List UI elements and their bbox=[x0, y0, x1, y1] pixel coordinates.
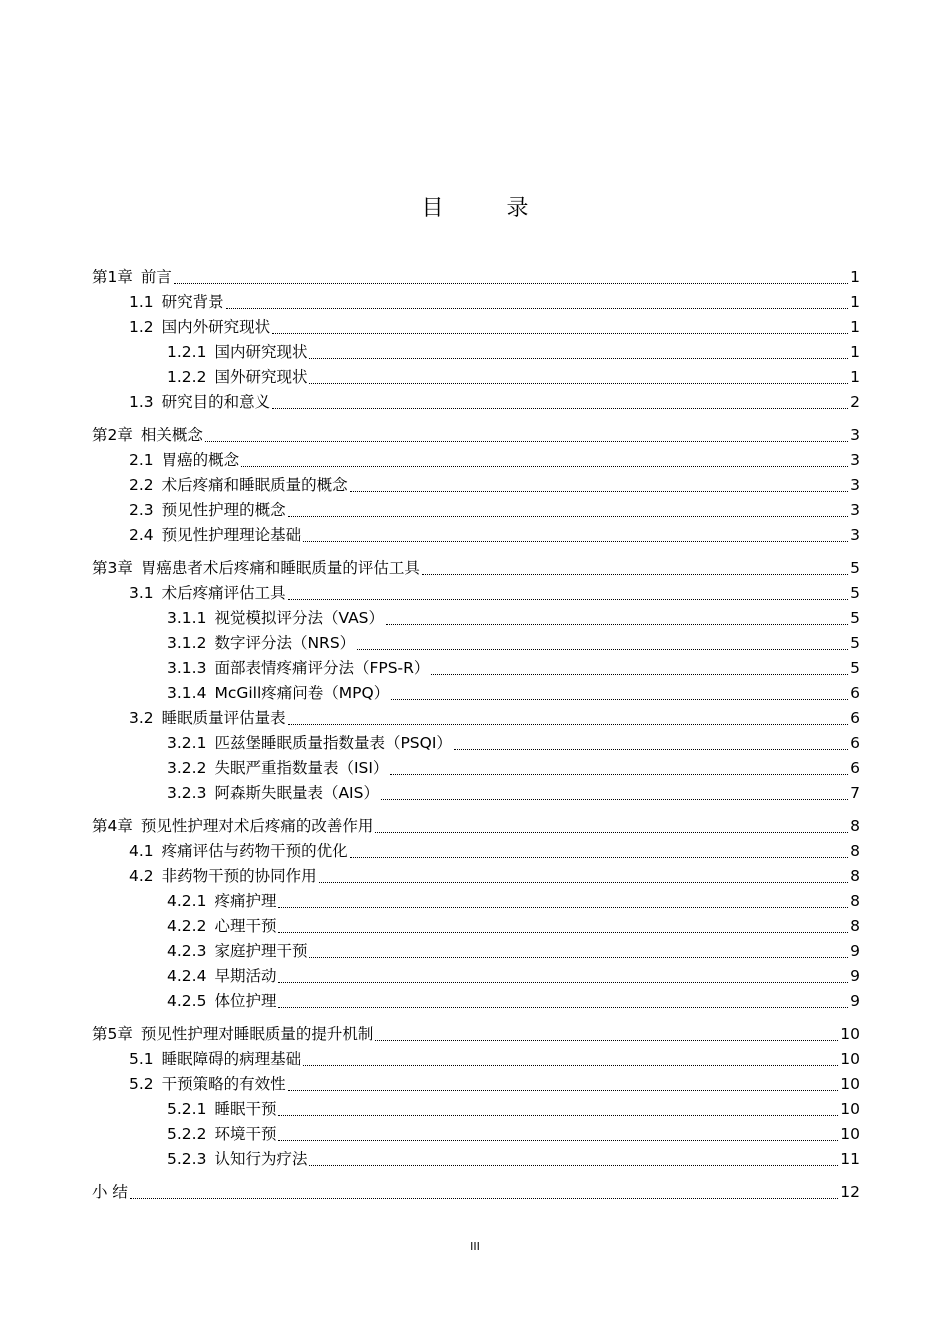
dot-leader bbox=[390, 774, 848, 775]
toc-entry-page: 5 bbox=[850, 584, 860, 602]
dot-leader bbox=[174, 283, 848, 284]
toc-entry-page: 3 bbox=[850, 526, 860, 544]
dot-leader bbox=[422, 574, 848, 575]
toc-entry-title: 阿森斯失眠量表（AIS） bbox=[214, 784, 379, 802]
toc-entry-number: 5.1 bbox=[129, 1050, 154, 1068]
toc-entry-title: 睡眠质量评估量表 bbox=[161, 709, 286, 727]
toc-entry-title: 非药物干预的协同作用 bbox=[161, 867, 317, 885]
toc-section-entry[interactable] bbox=[92, 839, 860, 864]
dot-leader bbox=[288, 724, 848, 725]
toc-section-entry[interactable] bbox=[92, 315, 860, 340]
toc-entry-page: 7 bbox=[850, 784, 860, 802]
toc-entry-number: 3.2.1 bbox=[167, 734, 207, 752]
toc-entry-number: 第2章 bbox=[92, 426, 133, 444]
toc-entry-number: 3.1.2 bbox=[167, 634, 207, 652]
toc-entry-page: 3 bbox=[850, 501, 860, 519]
toc-section-entry[interactable] bbox=[92, 864, 860, 889]
dot-leader bbox=[278, 982, 848, 983]
toc-entry-title: 相关概念 bbox=[140, 426, 203, 444]
toc-entry-title: 胃癌患者术后疼痛和睡眠质量的评估工具 bbox=[140, 559, 420, 577]
toc-entry-page: 10 bbox=[840, 1075, 860, 1093]
toc-entry-title: 认知行为疗法 bbox=[214, 1150, 308, 1168]
toc-entry-page: 9 bbox=[850, 967, 860, 985]
toc-entry-page: 1 bbox=[850, 368, 860, 386]
toc-entry-title: 面部表情疼痛评分法（FPS-R） bbox=[214, 659, 430, 677]
dot-leader bbox=[205, 441, 848, 442]
toc-entry-title: McGill疼痛问卷（MPQ） bbox=[214, 684, 390, 702]
dot-leader bbox=[375, 1040, 838, 1041]
toc-entry-number: 4.2.5 bbox=[167, 992, 207, 1010]
dot-leader bbox=[381, 799, 848, 800]
toc-entry-title: 疼痛护理 bbox=[214, 892, 277, 910]
toc-chapter-entry[interactable] bbox=[92, 265, 860, 290]
toc-section-entry[interactable] bbox=[92, 731, 860, 756]
toc-entry-page: 9 bbox=[850, 942, 860, 960]
dot-leader bbox=[309, 1165, 838, 1166]
toc-entry-title: 预见性护理理论基础 bbox=[161, 526, 302, 544]
dot-leader bbox=[278, 932, 848, 933]
toc-chapter-entry[interactable] bbox=[92, 423, 860, 448]
toc-entry-page: 8 bbox=[850, 892, 860, 910]
toc-section-entry[interactable] bbox=[92, 1097, 860, 1122]
dot-leader bbox=[309, 383, 848, 384]
toc-entry-number: 3.1.1 bbox=[167, 609, 207, 627]
toc-entry-page: 10 bbox=[840, 1050, 860, 1068]
toc-entry-page: 1 bbox=[850, 268, 860, 286]
toc-section-entry[interactable] bbox=[92, 656, 860, 681]
toc-entry-page: 1 bbox=[850, 293, 860, 311]
toc-entry-number: 第5章 bbox=[92, 1025, 133, 1043]
toc-entry-page: 2 bbox=[850, 393, 860, 411]
toc-section-entry[interactable] bbox=[92, 706, 860, 731]
toc-entry-number: 5.2.1 bbox=[167, 1100, 207, 1118]
dot-leader bbox=[386, 624, 848, 625]
dot-leader bbox=[278, 907, 848, 908]
toc-entry-number: 1.2 bbox=[129, 318, 154, 336]
toc-entry-page: 5 bbox=[850, 659, 860, 677]
toc-entry-page: 8 bbox=[850, 867, 860, 885]
toc-entry-number: 3.1 bbox=[129, 584, 154, 602]
dot-leader bbox=[272, 333, 848, 334]
toc-entry-page: 6 bbox=[850, 759, 860, 777]
toc-entry-title: 预见性护理对术后疼痛的改善作用 bbox=[140, 817, 374, 835]
toc-entry-number: 4.1 bbox=[129, 842, 154, 860]
toc-entry-title: 胃癌的概念 bbox=[161, 451, 240, 469]
toc-entry-number: 5.2.3 bbox=[167, 1150, 207, 1168]
toc-entry-number: 2.3 bbox=[129, 501, 154, 519]
dot-leader bbox=[303, 541, 848, 542]
dot-leader bbox=[278, 1115, 838, 1116]
toc-entry-page: 1 bbox=[850, 343, 860, 361]
toc-entry-page: 10 bbox=[840, 1125, 860, 1143]
dot-leader bbox=[288, 599, 848, 600]
toc-chapter-entry[interactable] bbox=[92, 1022, 860, 1047]
toc-entry-number: 4.2.4 bbox=[167, 967, 207, 985]
toc-entry-title: 环境干预 bbox=[214, 1125, 277, 1143]
toc-entry-page: 3 bbox=[850, 451, 860, 469]
toc-entry-title: 前言 bbox=[140, 268, 172, 286]
dot-leader bbox=[391, 699, 848, 700]
toc-entry-title: 失眠严重指数量表（ISI） bbox=[214, 759, 389, 777]
dot-leader bbox=[309, 957, 848, 958]
toc-section-entry[interactable] bbox=[92, 473, 860, 498]
toc-entry-page: 12 bbox=[840, 1183, 860, 1201]
toc-entry-number: 3.2.3 bbox=[167, 784, 207, 802]
toc-section-entry[interactable] bbox=[92, 989, 860, 1014]
toc-entry-page: 5 bbox=[850, 609, 860, 627]
dot-leader bbox=[241, 466, 848, 467]
toc-entry-page: 6 bbox=[850, 684, 860, 702]
toc-entry-title: 国内外研究现状 bbox=[161, 318, 271, 336]
toc-section-entry[interactable] bbox=[92, 756, 860, 781]
toc-entry-title: 心理干预 bbox=[214, 917, 277, 935]
toc-entry-page: 11 bbox=[840, 1150, 860, 1168]
toc-entry-page: 6 bbox=[850, 734, 860, 752]
toc-entry-page: 5 bbox=[850, 634, 860, 652]
toc-entry-number: 2.2 bbox=[129, 476, 154, 494]
toc-entry-page: 5 bbox=[850, 559, 860, 577]
toc-entry-title: 术后疼痛和睡眠质量的概念 bbox=[161, 476, 348, 494]
toc-entry-number: 5.2.2 bbox=[167, 1125, 207, 1143]
dot-leader bbox=[454, 749, 848, 750]
toc-entry-number: 4.2.2 bbox=[167, 917, 207, 935]
dot-leader bbox=[288, 1090, 839, 1091]
toc-entry-title: 睡眠障碍的病理基础 bbox=[161, 1050, 302, 1068]
toc-entry-number: 2.4 bbox=[129, 526, 154, 544]
dot-leader bbox=[303, 1065, 838, 1066]
toc-entry-title: 视觉模拟评分法（VAS） bbox=[214, 609, 385, 627]
toc-entry-number: 3.1.3 bbox=[167, 659, 207, 677]
toc-entry-title: 研究目的和意义 bbox=[161, 393, 271, 411]
toc-entry-title: 体位护理 bbox=[214, 992, 277, 1010]
toc-section-entry[interactable] bbox=[92, 1147, 860, 1172]
toc-entry-number: 1.3 bbox=[129, 393, 154, 411]
toc-entry-title: 小 结 bbox=[92, 1183, 128, 1201]
toc-section-entry[interactable] bbox=[92, 340, 860, 365]
toc-entry-title: 家庭护理干预 bbox=[214, 942, 308, 960]
dot-leader bbox=[431, 674, 848, 675]
toc-entry-page: 8 bbox=[850, 817, 860, 835]
toc-entry-page: 8 bbox=[850, 842, 860, 860]
toc-entry-title: 疼痛评估与药物干预的优化 bbox=[161, 842, 348, 860]
toc-section-entry[interactable] bbox=[92, 448, 860, 473]
page-number: III bbox=[470, 1240, 480, 1253]
toc-entry-number: 3.2 bbox=[129, 709, 154, 727]
toc-entry-title: 匹兹堡睡眠质量指数量表（PSQI） bbox=[214, 734, 452, 752]
toc-entry-number: 3.2.2 bbox=[167, 759, 207, 777]
dot-leader bbox=[130, 1198, 838, 1199]
toc-section-entry[interactable] bbox=[92, 1122, 860, 1147]
toc-section-entry[interactable] bbox=[92, 523, 860, 548]
toc-section-entry[interactable] bbox=[92, 606, 860, 631]
toc-entry-title: 早期活动 bbox=[214, 967, 277, 985]
dot-leader bbox=[375, 832, 848, 833]
toc-section-entry[interactable] bbox=[92, 498, 860, 523]
toc-section-entry[interactable] bbox=[92, 390, 860, 415]
toc-section-entry[interactable] bbox=[92, 939, 860, 964]
toc-chapter-entry[interactable] bbox=[92, 814, 860, 839]
toc-entry-number: 4.2.3 bbox=[167, 942, 207, 960]
toc-entry-number: 2.1 bbox=[129, 451, 154, 469]
toc-chapter-entry[interactable] bbox=[92, 556, 860, 581]
toc-section-entry[interactable] bbox=[92, 365, 860, 390]
toc-section-entry[interactable] bbox=[92, 290, 860, 315]
toc-section-entry[interactable] bbox=[92, 914, 860, 939]
toc-section-entry[interactable] bbox=[92, 681, 860, 706]
toc-entry-title: 术后疼痛评估工具 bbox=[161, 584, 286, 602]
toc-section-entry[interactable] bbox=[92, 889, 860, 914]
dot-leader bbox=[278, 1007, 848, 1008]
toc-section-entry[interactable] bbox=[92, 1047, 860, 1072]
table-of-contents bbox=[92, 265, 860, 1205]
dot-leader bbox=[226, 308, 848, 309]
toc-entry-page: 8 bbox=[850, 917, 860, 935]
toc-entry-title: 睡眠干预 bbox=[214, 1100, 277, 1118]
toc-chapter-entry[interactable] bbox=[92, 1180, 860, 1205]
dot-leader bbox=[319, 882, 848, 883]
toc-entry-page: 10 bbox=[840, 1025, 860, 1043]
toc-title: 目 录 bbox=[421, 196, 557, 221]
toc-entry-page: 6 bbox=[850, 709, 860, 727]
toc-section-entry[interactable] bbox=[92, 781, 860, 806]
toc-entry-title: 国外研究现状 bbox=[214, 368, 308, 386]
toc-entry-number: 1.2.1 bbox=[167, 343, 207, 361]
toc-entry-title: 研究背景 bbox=[161, 293, 224, 311]
toc-entry-number: 第1章 bbox=[92, 268, 133, 286]
toc-entry-page: 1 bbox=[850, 318, 860, 336]
toc-entry-title: 国内研究现状 bbox=[214, 343, 308, 361]
dot-leader bbox=[309, 358, 848, 359]
toc-entry-page: 9 bbox=[850, 992, 860, 1010]
dot-leader bbox=[278, 1140, 838, 1141]
toc-section-entry[interactable] bbox=[92, 581, 860, 606]
toc-entry-page: 3 bbox=[850, 476, 860, 494]
toc-entry-number: 第3章 bbox=[92, 559, 133, 577]
toc-entry-number: 5.2 bbox=[129, 1075, 154, 1093]
dot-leader bbox=[350, 857, 848, 858]
dot-leader bbox=[272, 408, 848, 409]
toc-entry-page: 10 bbox=[840, 1100, 860, 1118]
toc-entry-number: 4.2 bbox=[129, 867, 154, 885]
toc-section-entry[interactable] bbox=[92, 964, 860, 989]
dot-leader bbox=[350, 491, 848, 492]
toc-section-entry[interactable] bbox=[92, 1072, 860, 1097]
toc-entry-title: 预见性护理对睡眠质量的提升机制 bbox=[140, 1025, 374, 1043]
toc-entry-number: 4.2.1 bbox=[167, 892, 207, 910]
dot-leader bbox=[288, 516, 848, 517]
dot-leader bbox=[357, 649, 848, 650]
toc-entry-title: 干预策略的有效性 bbox=[161, 1075, 286, 1093]
toc-entry-title: 数字评分法（NRS） bbox=[214, 634, 356, 652]
toc-entry-page: 3 bbox=[850, 426, 860, 444]
toc-entry-number: 3.1.4 bbox=[167, 684, 207, 702]
toc-entry-number: 1.1 bbox=[129, 293, 154, 311]
toc-section-entry[interactable] bbox=[92, 631, 860, 656]
toc-entry-number: 第4章 bbox=[92, 817, 133, 835]
toc-entry-number: 1.2.2 bbox=[167, 368, 207, 386]
toc-entry-title: 预见性护理的概念 bbox=[161, 501, 286, 519]
